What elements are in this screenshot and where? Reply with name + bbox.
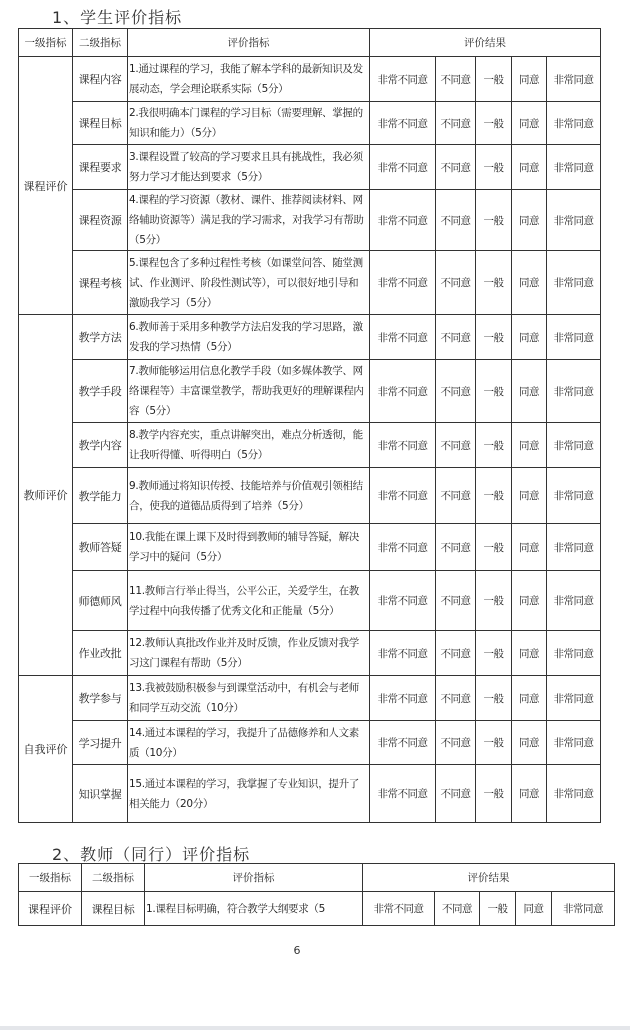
rating-option[interactable]: 非常不同意 [370,721,436,765]
rating-option[interactable]: 一般 [476,145,512,190]
table-row [19,631,601,676]
rating-option[interactable]: 非常不同意 [370,676,436,721]
rating-option[interactable]: 一般 [480,892,516,926]
rating-option[interactable]: 非常不同意 [370,145,436,190]
peer-header-result: 评价结果 [363,864,615,892]
indicator-text: 2.我很明确本门课程的学习目标（需要理解、掌握的知识和能力）（5分） [128,102,370,145]
indicator-text: 3.课程设置了较高的学习要求且具有挑战性，我必须努力学习才能达到要求（5分） [128,145,370,190]
subcategory-cell: 课程目标 [82,892,145,926]
indicator-text: 14.通过本课程的学习，我提升了品德修养和人文素质（10分） [128,721,370,765]
subcategory-cell: 作业改批 [73,631,128,676]
peer-header-indicator: 评价指标 [145,864,363,892]
indicator-text: 6.教师善于采用多种教学方法启发我的学习思路，激发我的学习热情（5分） [128,315,370,360]
rating-option[interactable]: 不同意 [436,721,476,765]
rating-option[interactable]: 不同意 [436,190,476,251]
subcategory-cell: 课程内容 [73,57,128,102]
rating-option[interactable]: 非常同意 [547,57,601,102]
table-row [19,468,601,524]
rating-option[interactable]: 同意 [512,360,547,423]
subcategory-cell: 教学能力 [73,468,128,524]
rating-option[interactable]: 一般 [476,315,512,360]
rating-option[interactable]: 不同意 [436,571,476,631]
indicator-text: 12.教师认真批改作业并及时反馈，作业反馈对我学习这门课程有帮助（5分） [128,631,370,676]
table-row [19,423,601,468]
table-row [19,360,601,423]
rating-option[interactable]: 非常不同意 [370,360,436,423]
indicator-text: 11.教师言行举止得当，公平公正，关爱学生，在教学过程中向我传播了优秀文化和正能量（5分） [128,571,370,631]
rating-option[interactable]: 不同意 [436,524,476,571]
indicator-text: 8.教学内容充实，重点讲解突出，难点分析透彻，能让我听得懂、听得明白（5分） [128,423,370,468]
rating-option[interactable]: 非常同意 [547,360,601,423]
rating-option[interactable]: 非常同意 [547,251,601,315]
header-indicator: 评价指标 [128,29,370,57]
rating-option[interactable]: 非常不同意 [363,892,435,926]
rating-option[interactable]: 不同意 [436,765,476,823]
table-row [19,765,601,823]
header-level2: 二级指标 [73,29,128,57]
rating-option[interactable]: 非常不同意 [370,524,436,571]
rating-option[interactable]: 非常不同意 [370,57,436,102]
subcategory-cell: 课程目标 [73,102,128,145]
rating-option[interactable]: 非常同意 [547,571,601,631]
rating-option[interactable]: 一般 [476,360,512,423]
rating-option[interactable]: 同意 [512,676,547,721]
indicator-text: 15.通过本课程的学习，我掌握了专业知识，提升了相关能力（20分） [128,765,370,823]
rating-option[interactable]: 同意 [512,102,547,145]
rating-option[interactable]: 不同意 [436,251,476,315]
rating-option[interactable]: 一般 [476,57,512,102]
rating-option[interactable]: 非常不同意 [370,765,436,823]
rating-option[interactable]: 一般 [476,468,512,524]
category-cell: 课程评价 [19,57,73,315]
indicator-text: 9.教师通过将知识传授、技能培养与价值观引领相结合，使我的道德品质得到了培养（5分） [128,468,370,524]
rating-option[interactable]: 非常不同意 [370,102,436,145]
rating-option[interactable]: 非常不同意 [370,251,436,315]
peer-evaluation-table [18,863,615,926]
rating-option[interactable]: 一般 [476,721,512,765]
category-cell: 课程评价 [19,892,82,926]
rating-option[interactable]: 非常不同意 [370,631,436,676]
category-cell: 教师评价 [19,315,73,676]
rating-option[interactable]: 同意 [512,468,547,524]
rating-option[interactable]: 一般 [476,631,512,676]
rating-option[interactable]: 非常不同意 [370,468,436,524]
rating-option[interactable]: 一般 [476,251,512,315]
rating-option[interactable]: 同意 [512,251,547,315]
table-row [19,315,601,360]
rating-option[interactable]: 非常同意 [547,190,601,251]
rating-option[interactable]: 不同意 [436,468,476,524]
subcategory-cell: 课程要求 [73,145,128,190]
indicator-text: 5.课程包含了多种过程性考核（如课堂问答、随堂测试、作业测评、阶段性测试等），可以很好地引导和激励我学习（5分） [128,251,370,315]
rating-option[interactable]: 同意 [516,892,552,926]
rating-option[interactable]: 不同意 [436,57,476,102]
indicator-text: 1.课程目标明确，符合教学大纲要求（5 [145,892,363,926]
rating-option[interactable]: 非常同意 [547,102,601,145]
subcategory-cell: 知识掌握 [73,765,128,823]
page-number: 6 [293,944,301,957]
table-row [19,892,615,926]
rating-option[interactable]: 同意 [512,571,547,631]
rating-option[interactable]: 非常不同意 [370,571,436,631]
table-row [19,524,601,571]
rating-option[interactable]: 非常同意 [547,631,601,676]
subcategory-cell: 教学参与 [73,676,128,721]
indicator-text: 10.我能在课上课下及时得到教师的辅导答疑，解决学习中的疑问（5分） [128,524,370,571]
table-row [19,721,601,765]
rating-option[interactable]: 同意 [512,631,547,676]
rating-option[interactable]: 同意 [512,765,547,823]
table-row [19,57,601,102]
header-level1: 一级指标 [19,29,73,57]
indicator-text: 7.教师能够运用信息化教学手段（如多媒体教学、网络课程等）丰富课堂教学，帮助我更好的理解课程内容（5分） [128,360,370,423]
rating-option[interactable]: 不同意 [436,145,476,190]
indicator-text: 4.课程的学习资源（教材、课件、推荐阅读材料、网络辅助资源等）满足我的学习需求，对我学习有帮助（5分） [128,190,370,251]
subcategory-cell: 教学内容 [73,423,128,468]
rating-option[interactable]: 非常同意 [547,315,601,360]
subcategory-cell: 课程资源 [73,190,128,251]
rating-option[interactable]: 同意 [512,190,547,251]
rating-option[interactable]: 一般 [476,524,512,571]
rating-option[interactable]: 同意 [512,524,547,571]
rating-option[interactable]: 不同意 [436,102,476,145]
rating-option[interactable]: 非常不同意 [370,423,436,468]
rating-option[interactable]: 不同意 [435,892,480,926]
rating-option[interactable]: 一般 [476,765,512,823]
rating-option[interactable]: 一般 [476,676,512,721]
header-result: 评价结果 [370,29,601,57]
category-cell: 自我评价 [19,676,73,823]
rating-option[interactable]: 不同意 [436,676,476,721]
rating-option[interactable]: 同意 [512,315,547,360]
peer-header-level1: 一级指标 [19,864,82,892]
table-row [19,571,601,631]
rating-option[interactable]: 非常同意 [552,892,615,926]
rating-option[interactable]: 不同意 [436,423,476,468]
rating-option[interactable]: 非常不同意 [370,190,436,251]
rating-option[interactable]: 非常同意 [547,676,601,721]
rating-option[interactable]: 不同意 [436,360,476,423]
subcategory-cell: 教学手段 [73,360,128,423]
rating-option[interactable]: 不同意 [436,631,476,676]
rating-option[interactable]: 同意 [512,145,547,190]
rating-option[interactable]: 一般 [476,423,512,468]
rating-option[interactable]: 一般 [476,571,512,631]
table-row [19,190,601,251]
indicator-text: 13.我被鼓励积极参与到课堂活动中，有机会与老师和同学互动交流（10分） [128,676,370,721]
subcategory-cell: 课程考核 [73,251,128,315]
rating-option[interactable]: 一般 [476,190,512,251]
subcategory-cell: 教学方法 [73,315,128,360]
student-evaluation-table [18,28,601,823]
peer-header-level2: 二级指标 [82,864,145,892]
rating-option[interactable]: 非常同意 [547,145,601,190]
rating-option[interactable]: 非常同意 [547,423,601,468]
rating-option[interactable]: 一般 [476,102,512,145]
table-row [19,251,601,315]
section-heading-peer: 2、教师（同行）评价指标 [52,845,251,864]
rating-option[interactable]: 同意 [512,721,547,765]
indicator-text: 1.通过课程的学习，我能了解本学科的最新知识及发展动态，学会理论联系实际（5分） [128,57,370,102]
rating-option[interactable]: 同意 [512,57,547,102]
table-row [19,102,601,145]
subcategory-cell: 教师答疑 [73,524,128,571]
rating-option[interactable]: 非常同意 [547,468,601,524]
rating-option[interactable]: 非常不同意 [370,315,436,360]
subcategory-cell: 学习提升 [73,721,128,765]
subcategory-cell: 师德师风 [73,571,128,631]
rating-option[interactable]: 不同意 [436,315,476,360]
section-heading-student: 1、学生评价指标 [52,8,183,27]
table-row [19,676,601,721]
page-bottom-edge [0,1026,630,1030]
rating-option[interactable]: 非常同意 [547,765,601,823]
rating-option[interactable]: 非常同意 [547,721,601,765]
table-row [19,145,601,190]
rating-option[interactable]: 非常同意 [547,524,601,571]
rating-option[interactable]: 同意 [512,423,547,468]
